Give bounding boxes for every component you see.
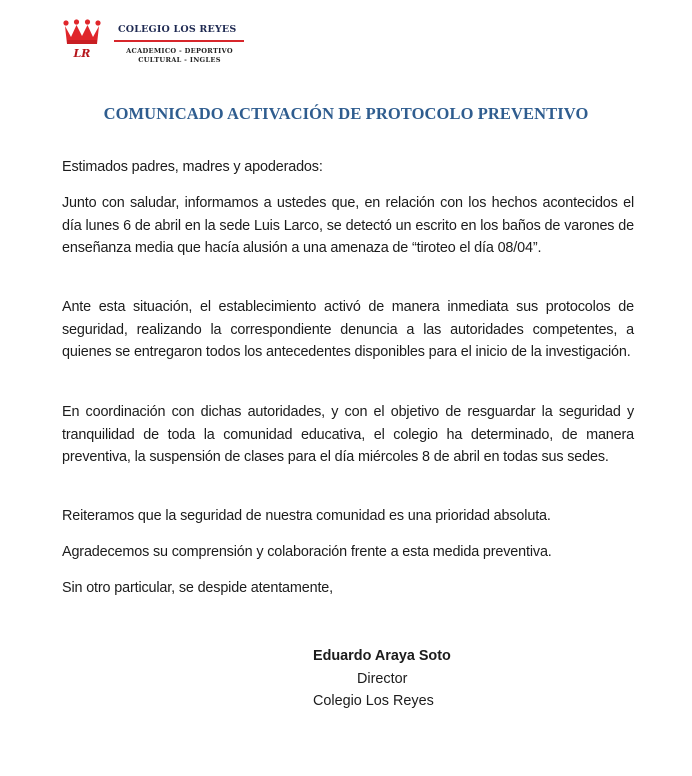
school-name: COLEGIO LOS REYES bbox=[118, 24, 237, 35]
paragraph-priority: Reiteramos que la seguridad de nuestra comunidad es una prioridad absoluta. bbox=[62, 508, 551, 524]
paragraph-thanks: Agradecemos su comprensión y colaboración frente a esta medida preventiva. bbox=[62, 544, 552, 560]
paragraph-closing: Sin otro particular, se despide atentamente, bbox=[62, 580, 333, 596]
school-letterhead bbox=[62, 18, 252, 68]
signatory-organization: Colegio Los Reyes bbox=[313, 693, 434, 709]
signature-block bbox=[300, 645, 460, 713]
paragraph-suspension: En coordinación con dichas autoridades, y con el objetivo de resguardar la seguridad y tranquilidad de toda la comunidad educativa, el colegio ha determinado, de manera preventiva, la suspensión de clases para el día miércoles 8 de abril en todas sus sedes. bbox=[62, 404, 634, 465]
paragraph-incident: Junto con saludar, informamos a ustedes que, en relación con los hechos acontecidos el día lunes 6 de abril en la sede Luis Larco, se detectó un escrito en los baños de varones de enseñanza media que hacía alusión a una amenaza de “tiroteo el día 08/04”. bbox=[62, 195, 634, 256]
crown-lr-monogram-icon bbox=[62, 18, 102, 60]
signatory-role: Director bbox=[357, 670, 408, 687]
salutation: Estimados padres, madres y apoderados: bbox=[62, 159, 323, 175]
school-tagline-line1: ACADEMICO - DEPORTIVO bbox=[126, 47, 233, 55]
paragraph-protocol: Ante esta situación, el establecimiento activó de manera inmediata sus protocolos de seguridad, realizando la correspondiente denuncia a las autoridades competentes, a quienes se entregaron todos los antecedentes disponibles para el inicio de la investigación. bbox=[62, 299, 634, 360]
school-name-underline bbox=[114, 40, 244, 42]
signatory-name: Eduardo Araya Soto bbox=[313, 648, 451, 664]
monogram-text: LR bbox=[73, 47, 91, 60]
school-tagline-line2: CULTURAL - INGLES bbox=[138, 56, 221, 64]
document-title: COMUNICADO ACTIVACIÓN DE PROTOCOLO PREVENTIVO bbox=[103, 104, 589, 123]
